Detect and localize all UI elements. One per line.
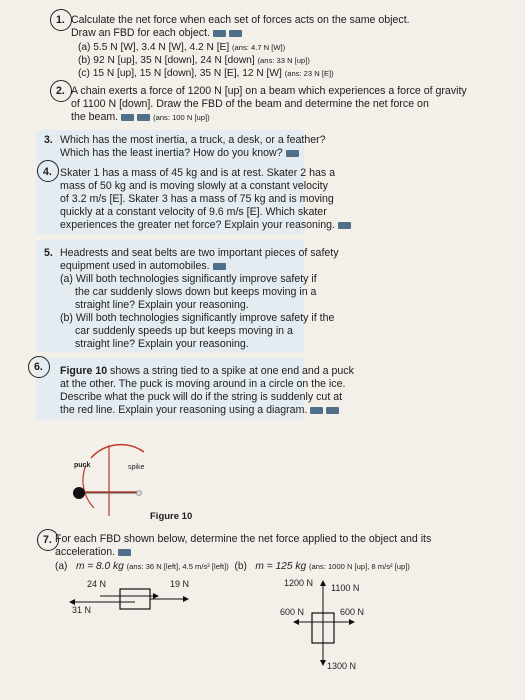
- q1-text: [71, 14, 410, 40]
- q6-figure-ref: Figure 10: [60, 365, 108, 377]
- q6-block: [36, 358, 354, 420]
- q2-number: 2.: [56, 85, 65, 97]
- q4-line-3: of 3.2 m/s [E]. Skater 3 has a mass of 75 kg and is moving: [60, 193, 334, 205]
- q2-answer: (ans: 100 N [up]): [153, 113, 210, 122]
- q7-a-mass: m = 8.0 kg: [75, 561, 124, 572]
- fbd-b: [270, 575, 400, 685]
- fbd-a-top-label: 24 N: [87, 579, 107, 589]
- q6-number: 6.: [34, 361, 43, 373]
- q3-number: 3.: [44, 134, 53, 146]
- q4-line-5: experiences the greater net force? Explain your reasoning.: [60, 219, 336, 231]
- badge-icon: [229, 30, 242, 37]
- fbd-a-box: [120, 589, 150, 609]
- q4-text: [60, 167, 351, 232]
- q7-a-answer: (ans: 36 N [left], 4.5 m/s² [left]): [126, 562, 229, 571]
- q7-parts-line: (a) m = 8.0 kg (ans: 36 N [left], 4.5 m/s² [left]) (b) m = 125 kg (ans: 1000 N [up], 8 m/s² [up]): [55, 561, 410, 572]
- fbd-b-top-right-label: 1100 N: [331, 583, 360, 593]
- badge-icon: [121, 114, 134, 121]
- q7-b-mass: m = 125 kg: [255, 561, 307, 572]
- q6-line-4: the red line. Explain your reasoning using a diagram.: [60, 404, 308, 416]
- q1-part-b: (b) 92 N [up], 35 N [down], 24 N [down] (ans: 33 N [up]): [78, 55, 310, 66]
- badge-icon: [338, 222, 351, 229]
- puck-shape: [73, 487, 85, 499]
- q5-line-1: Headrests and seat belts are two important pieces of safety: [60, 247, 339, 259]
- q7-number: 7.: [43, 534, 52, 546]
- fbd-b-top-label: 1200 N: [284, 578, 314, 588]
- fbd-b-left-label: 600 N: [280, 607, 305, 617]
- q7-line-1: For each FBD shown below, determine the net force applied to the object and its: [55, 533, 432, 545]
- q1-number: 1.: [56, 14, 65, 26]
- badge-icon: [137, 114, 150, 121]
- q2-line-1: A chain exerts a force of 1200 N [up] on a beam which experiences a force of gravity: [71, 85, 467, 97]
- fbd-a-right-label: 19 N: [170, 579, 190, 589]
- q6-line-2: at the other. The puck is moving around in a circle on the ice.: [60, 378, 346, 390]
- spike-label: spike: [128, 464, 145, 471]
- q4-block: [36, 160, 336, 234]
- q6-text: [60, 365, 354, 417]
- q5-line-2: equipment used in automobiles.: [60, 260, 210, 272]
- spike-shape: [137, 491, 142, 496]
- q5-part-a: (a) Will both technologies significantly improve safety if the car suddenly slows down but keeps moving in a straight line? Explain your reasoning.: [60, 273, 317, 311]
- badge-icon: [326, 407, 339, 414]
- q1-part-c: (c) 15 N [up], 15 N [down], 35 N [E], 12 N [W] (ans: 23 N [E]): [78, 68, 334, 79]
- q4-number: 4.: [43, 166, 52, 178]
- q5-block: [36, 240, 339, 352]
- figure-10: [36, 420, 304, 526]
- badge-icon: [213, 30, 226, 37]
- q2-line-3: the beam.: [71, 111, 119, 123]
- badge-icon: [118, 549, 131, 556]
- q1-line-2: Draw an FBD for each object.: [71, 27, 210, 39]
- q2-text: [71, 85, 467, 124]
- q3-line-1: Which has the most inertia, a truck, a desk, or a feather?: [60, 134, 326, 146]
- q5-text: [60, 247, 339, 273]
- q7-b-answer: (ans: 1000 N [up], 8 m/s² [up]): [308, 562, 410, 571]
- fbd-b-right-label: 600 N: [340, 607, 365, 617]
- fbd-a-left-label: 31 N: [72, 605, 92, 615]
- q2-line-2: of 1100 N [down]. Draw the FBD of the beam and determine the net force on: [71, 98, 429, 110]
- q1-line-1: Calculate the net force when each set of forces acts on the same object.: [71, 14, 410, 26]
- q3-line-2: Which has the least inertia? How do you know?: [60, 147, 283, 159]
- q5-part-b: (b) Will both technologies significantly improve safety if the car suddenly speeds up but keeps moving in a straight line? Explain your reasoning.: [60, 312, 335, 350]
- q6-line-3: Describe what the puck will do if the string is suddenly cut at: [60, 391, 343, 403]
- badge-icon: [310, 407, 323, 414]
- q4-line-1: Skater 1 has a mass of 45 kg and is at rest. Skater 2 has a: [60, 167, 335, 179]
- fbd-a: [60, 575, 220, 620]
- q5-number: 5.: [44, 247, 53, 259]
- q6-line-1: shows a string tied to a spike at one end and a puck: [107, 365, 354, 377]
- badge-icon: [213, 263, 226, 270]
- q7-line-2: acceleration.: [55, 546, 116, 558]
- badge-icon: [286, 150, 299, 157]
- q4-line-2: mass of 50 kg and is moving slowly at a constant velocity: [60, 180, 328, 192]
- q1-part-a: (a) 5.5 N [W], 3.4 N [W], 4.2 N [E] (ans: 4.7 N [W]): [78, 42, 286, 53]
- figure-caption: Figure 10: [150, 511, 193, 522]
- puck-label: puck: [74, 462, 91, 469]
- q7-text: [55, 533, 431, 559]
- q3-text: [60, 134, 326, 160]
- q4-line-4: quickly at a constant velocity of 9.6 m/s [E]. Which skater: [60, 206, 327, 218]
- fbd-b-bottom-label: 1300 N: [327, 661, 357, 671]
